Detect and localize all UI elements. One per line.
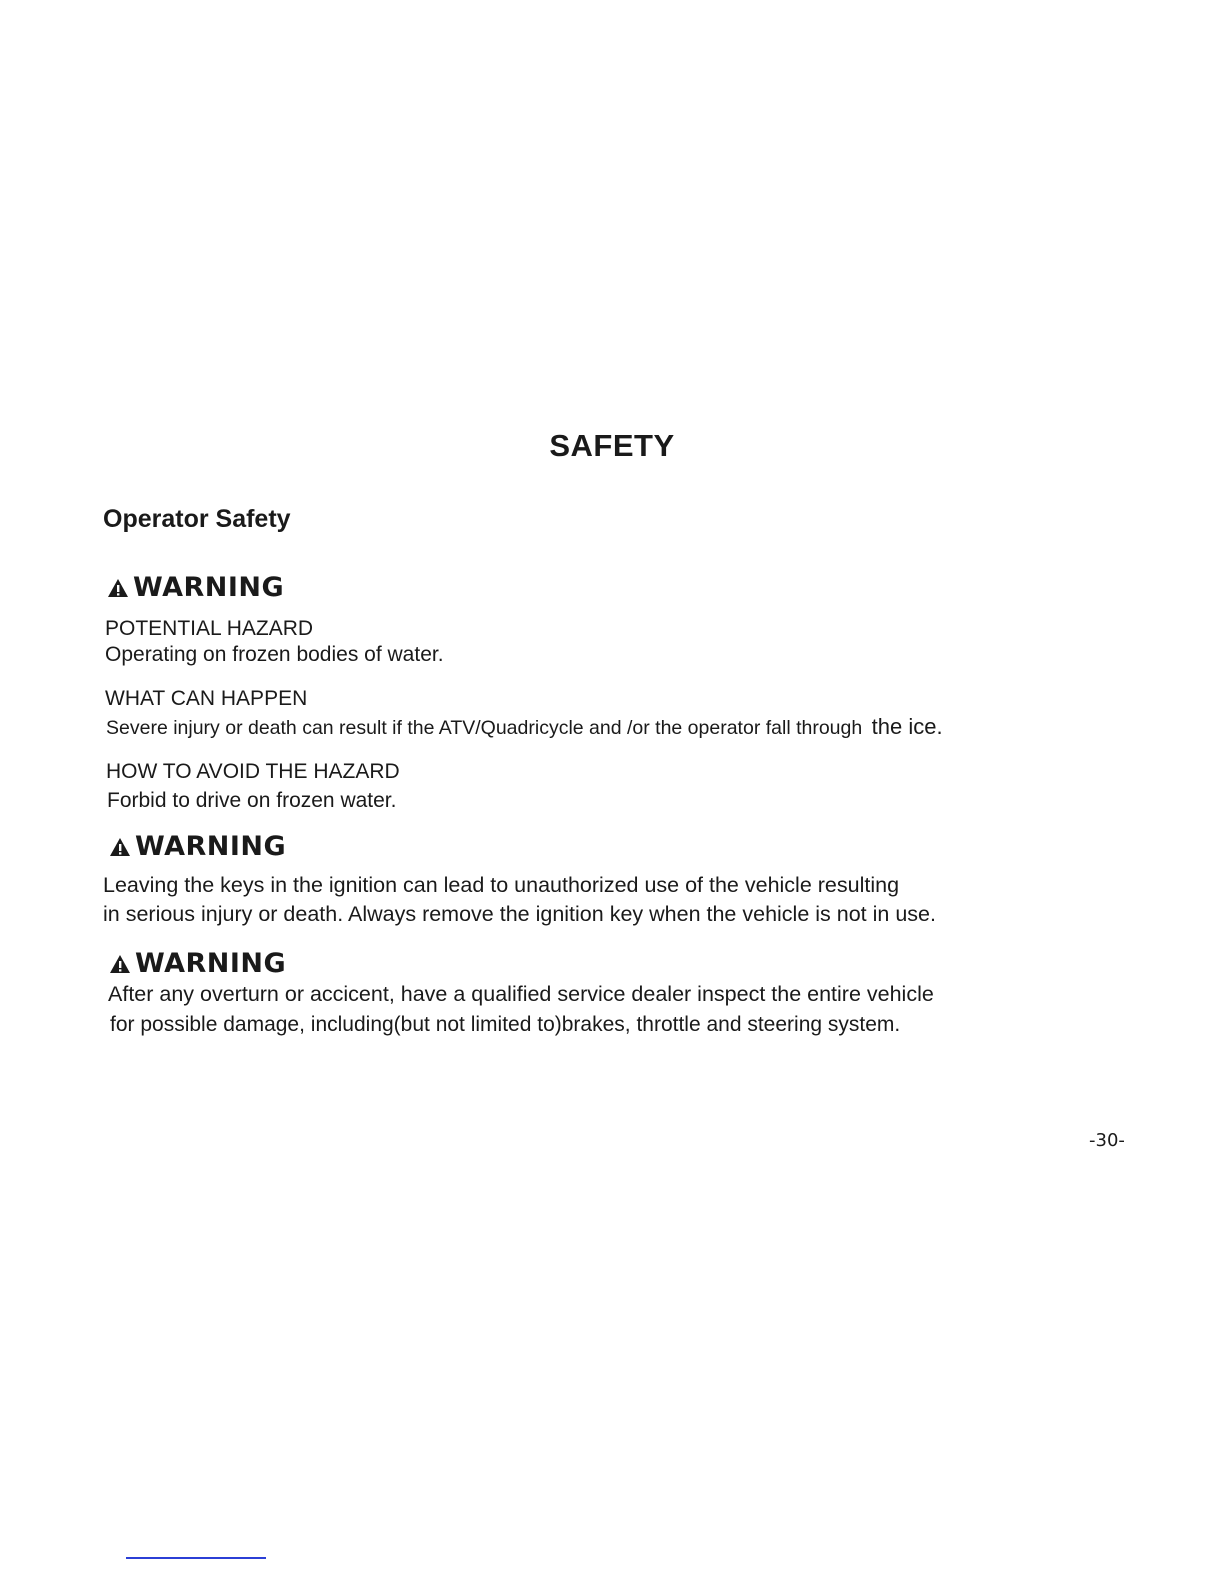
warning-2-line-1: Leaving the keys in the ignition can lead to unauthorized use of the vehicle resulting <box>103 873 900 897</box>
potential-hazard-label: POTENTIAL HAZARD <box>105 617 314 640</box>
warning-triangle-icon <box>107 578 129 598</box>
warning-heading-2 <box>109 831 286 862</box>
warning-3-line-2: for possible damage, including(but not limited to)brakes, throttle and steering system. <box>110 1013 901 1036</box>
what-can-happen-text <box>106 714 943 740</box>
warning-heading-1 <box>107 572 284 603</box>
warning-3-line-1: After any overturn or accicent, have a qualified service dealer inspect the entire vehicle <box>108 982 934 1006</box>
warning-2-line-2: in serious injury or death. Always remove the ignition key when the vehicle is not in use. <box>103 902 936 926</box>
what-can-happen-tail: the ice. <box>871 714 943 739</box>
warning-label: WARNING <box>133 572 285 603</box>
how-to-avoid-text: Forbid to drive on frozen water. <box>107 789 397 812</box>
footer-rule <box>126 1557 266 1559</box>
warning-label: WARNING <box>135 948 287 979</box>
page-number: -30- <box>1089 1130 1125 1151</box>
warning-triangle-icon <box>109 954 131 974</box>
warning-heading-3 <box>109 948 286 979</box>
potential-hazard-text: Operating on frozen bodies of water. <box>105 643 444 666</box>
section-heading: Operator Safety <box>103 505 291 533</box>
how-to-avoid-label: HOW TO AVOID THE HAZARD <box>106 760 400 783</box>
warning-triangle-icon <box>109 837 131 857</box>
what-can-happen-body: Severe injury or death can result if the ATV/Quadricycle and /or the operator fall through <box>106 717 863 739</box>
warning-label: WARNING <box>135 831 287 862</box>
page-title: SAFETY <box>549 428 675 463</box>
what-can-happen-label: WHAT CAN HAPPEN <box>105 687 308 710</box>
